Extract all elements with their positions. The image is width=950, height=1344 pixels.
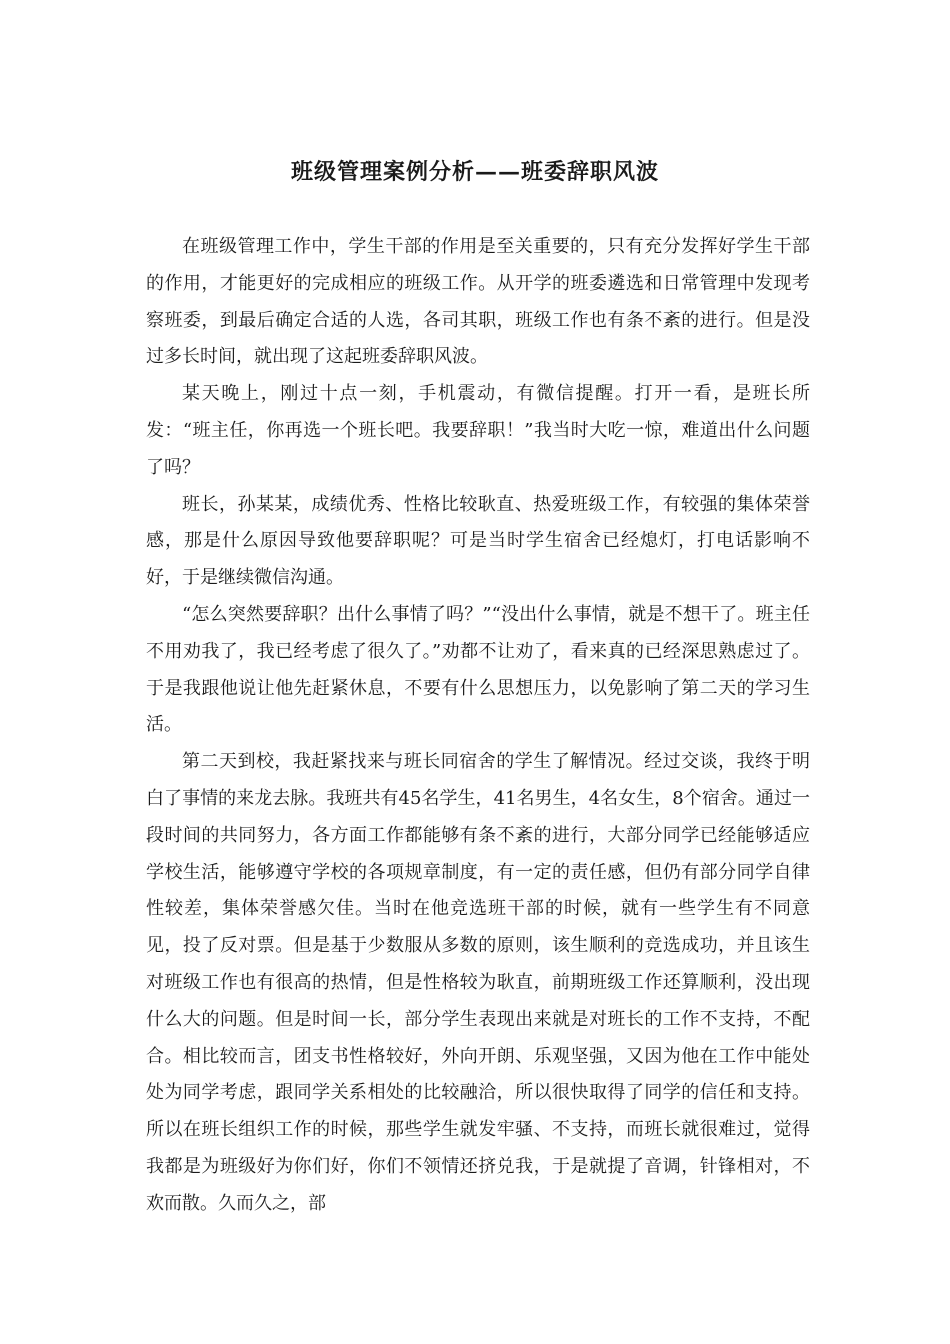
paragraph-conversation: “怎么突然要辞职？出什么事情了吗？”“没出什么事情，就是不想干了。班主任不用劝我了，我已经考虑了很久了。”劝都不让劝了，看来真的已经深思熟虑过了。于是我跟他说让他先赶紧休息，不要有什么思想压力，以免影响了第二天的学习生活。 (146, 603, 810, 736)
document-title: 班级管理案例分析——班委辞职风波 (290, 159, 659, 185)
paragraph-intro: 在班级管理工作中，学生干部的作用是至关重要的，只有充分发挥好学生干部的作用，才能更好的完成相应的班级工作。从开学的班委遴选和日常管理中发现考察班委，到最后确定合适的人选，各司其职，班级工作也有条不紊的进行。但是没过多长时间，就出现了这起班委辞职风波。 (146, 236, 810, 368)
paragraph-wechat-message: 某天晚上，刚过十点一刻，手机震动，有微信提醒。打开一看，是班长所发：“班主任，你再选一个班长吧。我要辞职！”我当时大吃一惊，难道出什么问题了吗？ (146, 383, 810, 478)
paragraph-monitor-profile: 班长，孙某某，成绩优秀、性格比较耿直、热爱班级工作，有较强的集体荣誉感，那是什么原因导致他要辞职呢？可是当时学生宿舍已经熄灯，打电话影响不好，于是继续微信沟通。 (146, 493, 810, 589)
document-body (146, 229, 810, 1223)
paragraph-investigation: 第二天到校，我赶紧找来与班长同宿舍的学生了解情况。经过交谈，我终于明白了事情的来龙去脉。我班共有45名学生，41名男生，4名女生，8个宿舍。通过一段时间的共同努力，各方面工作都能够有条不紊的进行，大部分同学已经能够适应学校生活，能够遵守学校的各项规章制度，有一定的责任感，但仍有部分同学自律性较差，集体荣誉感欠佳。当时在他竞选班干部的时候，就有一些学生有不同意见，投了反对票。但是基于少数服从多数的原则，该生顺利的竞选成功，并且该生对班级工作也有很高的热情，但是性格较为耿直，前期班级工作还算顺利，没出现什么大的问题。但是时间一长，部分学生表现出来就是对班长的工作不支持，不配合。相比较而言，团支书性格较好，外向开朗、乐观坚强，又因为他在工作中能处处为同学考虑，跟同学关系相处的比较融洽，所以很快取得了同学的信任和支持。所以在班长组织工作的时候，那些学生就发牢骚、不支持，而班长就很难过，觉得我都是为班级好为你们好，你们不领情还挤兑我，于是就提了音调，针锋相对，不欢而散。久而久之，部 (146, 751, 810, 1214)
